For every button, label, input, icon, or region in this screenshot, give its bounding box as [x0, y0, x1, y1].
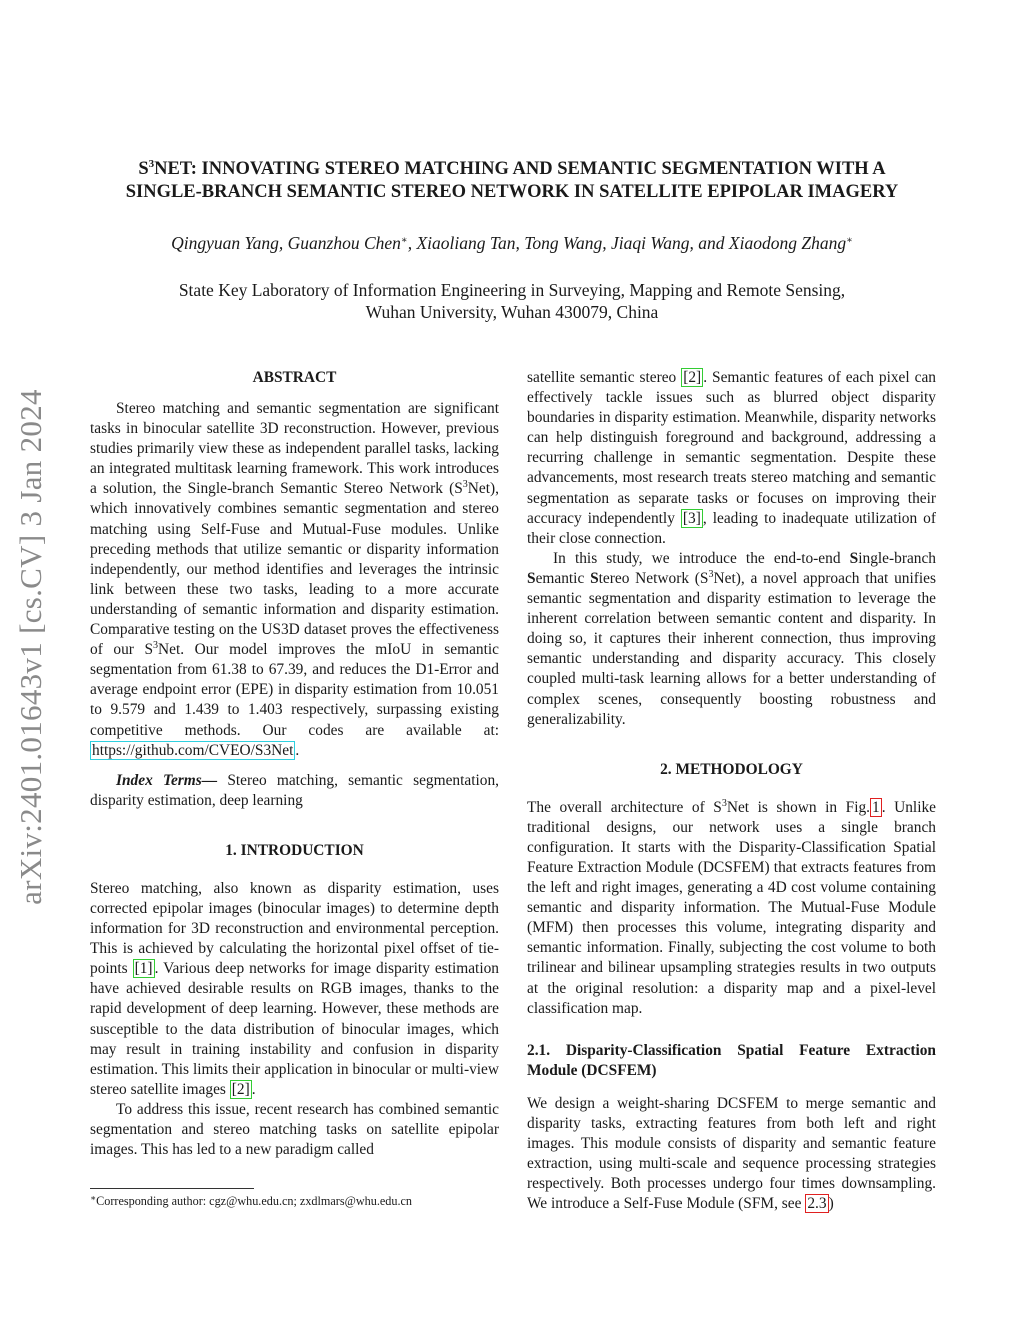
footnote: ∗Corresponding author: cgz@whu.edu.cn; zxdlmars@whu.edu.cn [90, 1193, 413, 1208]
introduction-paragraph-2: To address this issue, recent research has combined semantic segmentation and stereo matching tasks on satellite epipolar images. This has led to a new paradigm called [90, 1100, 499, 1159]
footnote-divider [90, 1188, 254, 1189]
title-line-1: $S^3NET$: INNOVATING STEREO MATCHING AND SEMANTIC SEGMENTATION WITH A [138, 158, 886, 179]
introduction-paragraph-3: In this study, we introduce the end-to-end Single-branch Semantic Stereo Network $(S^3Net)$, a novel approach that unifies semantic segmentation and disparity estimation to leverage the inherent correlation between semantic content and disparity. In doing so, it captures their inherent connection, thus improving semantic understanding and disparity accuracy. This closely coupled multi-task learning allows for a better understanding of complex scenes, consequently boosting robustness and generalizability. [527, 549, 937, 728]
arxiv-sidebar-stamp [10, 365, 52, 930]
author-list: Qingyuan Yang, Guanzhou Chen∗, Xiaoliang Tan, Tong Wang, Jiaqi Wang, and Xiaodong Zhang∗ [171, 233, 853, 253]
paper-title [80, 158, 944, 204]
methodology-paragraph-1: The overall architecture of $S^3Net$ is shown in Fig. 1 . Unlike traditional designs, our network uses a single branch configuration. It starts with the Disparity-Classification Spatial Feature Extraction Module (DCSFEM) that extracts features from the left and right images, generating a 4D cost volume containing semantic and disparity information. The Mutual-Fuse Module (MFM) then processes this volume, integrating disparity and semantic information. Finally, subjecting the cost volume to both trilinear and bilinear upsampling strategies results in two outputs at the original resolution: a disparity map and a pixel-level classification map. [527, 797, 936, 1017]
figure-1-link[interactable]: 1 [872, 798, 880, 816]
index-terms: Index Terms— Stereo matching, semantic segmentation, disparity estimation, deep learning [90, 771, 499, 809]
subsection-2-1-heading: 2.1. Disparity-Classification Spatial Feature Extraction Module (DCSFEM) [527, 1041, 936, 1079]
citation-2-link[interactable]: [2] [231, 1080, 250, 1098]
abstract-text: Stereo matching and semantic segmentation are significant tasks in binocular satellite 3D reconstruction. However, previous studies primarily view these as independent parallel tasks, lacking an integrated multitask learning framework. This work introduces a solution, the Single-branch Semantic Stereo Network $(S^3Net)$, which innovatively combines semantic segmentation and stereo matching using Self-Fuse and Mutual-Fuse modules. Unlike preceding methods that utilize semantic or disparity information independently, our method identifies and leverages the intrinsic link between these two tasks, leading to a more accurate understanding of semantic information and disparity estimation. Comparative testing on the US3D dataset proves the effectiveness of our $S^3Net$. Our model improves the mIoU in semantic segmentation from 61.38 to 67.39, and reduces the D1-Error and average endpoint error (EPE) in disparity estimation from 10.051 to 9.579 and 1.439 to 1.403 respectively, surpassing existing competitive methods. Our codes are available at: https://github.com/CVEO/S3Net . [90, 400, 499, 759]
introduction-heading: 1. INTRODUCTION [225, 841, 364, 859]
introduction-paragraph-1: Stereo matching, also known as disparity estimation, uses corrected epipolar images (binocular images) to determine depth information for 3D reconstruction and environmental perception. This is achieved by calculating the horizontal pixel offset of tie-points [1] . Various deep networks for image disparity estimation have achieved desirable results on RGB images, thanks to the rapid development of deep learning. However, these methods are susceptible to the data distribution of binocular images, which may result in training instability and confusion in disparity estimation. This limits their application in binocular or multi-view stereo satellite images [2] . [90, 879, 499, 1098]
section-2-3-link[interactable]: 2.3 [807, 1195, 827, 1213]
methodology-heading: 2. METHODOLOGY [660, 760, 803, 778]
affiliation: State Key Laboratory of Information Engineering in Surveying, Mapping and Remote Sensing, Wuhan University, Wuhan 430079, China [178, 280, 846, 322]
abstract-heading: ABSTRACT [252, 369, 337, 386]
citation-3-link[interactable]: [3] [682, 509, 701, 527]
citation-1-link[interactable]: [1] [134, 960, 153, 978]
code-repository-link[interactable]: https://github.com/CVEO/S3Net [92, 741, 294, 759]
introduction-paragraph-2-continued: satellite semantic stereo [2] . Semantic features of each pixel can effectively tackle issues such as blurred object disparity boundaries in disparity estimation. Meanwhile, disparity networks can help distinguish foreground and background, addressing a recurring challenge in semantic segmentation. Despite these advancements, most research treats stereo matching and semantic segmentation as separate tasks or focuses on improving their accuracy independently [3] , leading to inadequate utilization of their close connection. [527, 369, 936, 547]
arxiv-identifier: arXiv:2401.01643v1 [cs.CV] 3 Jan 2024 [13, 389, 48, 905]
right-column [527, 368, 936, 1214]
methodology-paragraph-2: We design a weight-sharing DCSFEM to merge semantic and disparity tasks, extracting features from both left and right images. This module consists of disparity and semantic feature extraction, using multi-scale and sequence processing strategies respectively. Both processes undergo four times downsampling. We introduce a Self-Fuse Module (SFM, see 2.3 ) [527, 1094, 936, 1213]
citation-2-link[interactable]: [2] [683, 369, 702, 386]
left-column [90, 368, 499, 1160]
title-line-2: SINGLE-BRANCH SEMANTIC STEREO NETWORK IN SATELLITE EPIPOLAR IMAGERY [125, 182, 899, 202]
